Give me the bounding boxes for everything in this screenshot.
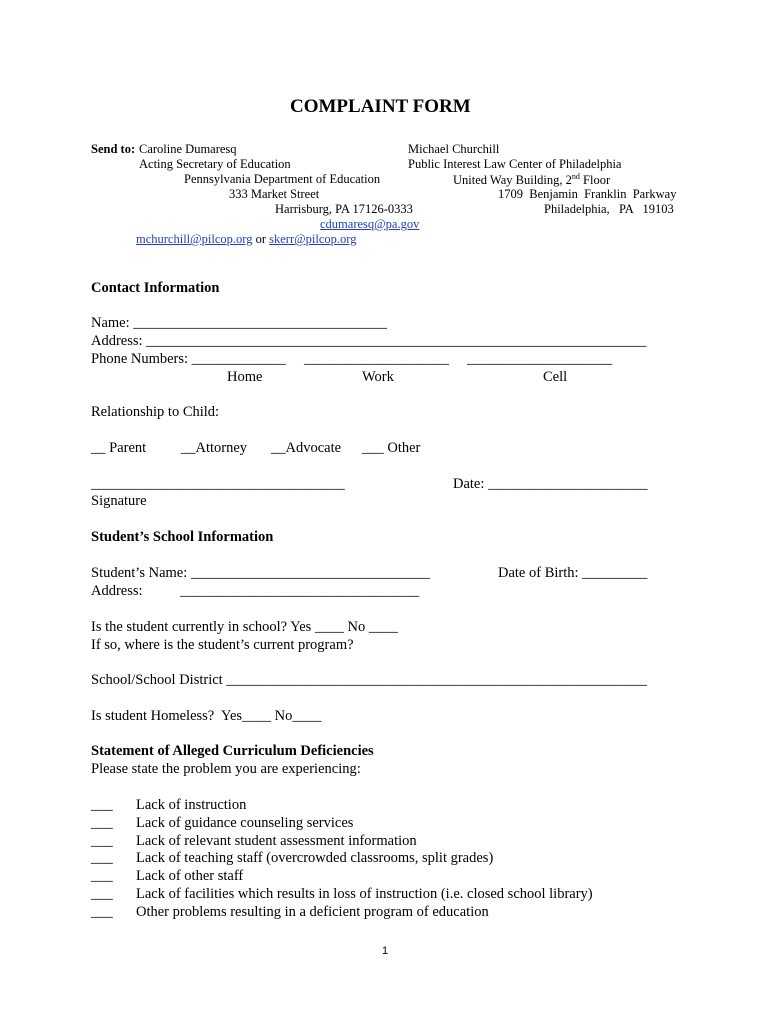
- recipient1-street: 333 Market Street: [229, 187, 320, 201]
- deficiency-blank[interactable]: ___: [91, 850, 113, 866]
- deficiency-blank[interactable]: ___: [91, 797, 113, 813]
- deficiency-blank[interactable]: ___: [91, 886, 113, 902]
- recipient1-org: Pennsylvania Department of Education: [184, 172, 381, 186]
- contact-heading: Contact Information: [91, 280, 220, 296]
- relationship-option-attorney[interactable]: __Attorney: [181, 440, 248, 456]
- deficiency-text: Lack of instruction: [136, 797, 247, 813]
- deficiency-blank[interactable]: ___: [91, 904, 113, 920]
- phone-home-label: Home: [227, 369, 263, 385]
- school-district-field[interactable]: School/School District __________________________________________________________: [91, 672, 647, 688]
- recipient2-building-post: Floor: [579, 173, 611, 188]
- signature-label: Signature: [91, 493, 147, 509]
- recipient1-city: Harrisburg, PA 17126-0333: [275, 202, 413, 216]
- student-address-label: Address:: [91, 583, 143, 599]
- in-school-question[interactable]: Is the student currently in school? Yes ____ No ____: [91, 619, 398, 635]
- email-link-churchill[interactable]: mchurchill@pilcop.org: [136, 232, 253, 246]
- recipient2-building-pre: United Way Building, 2: [453, 173, 572, 188]
- email-line: [136, 233, 356, 246]
- recipient2-city: Philadelphia, PA 19103: [544, 202, 674, 216]
- recipient2-name: Michael Churchill: [408, 142, 500, 156]
- deficiency-text: Lack of facilities which results in loss of instruction (i.e. closed school library): [136, 886, 593, 902]
- send-to-label: Send to:: [91, 142, 136, 156]
- recipient1-role: Acting Secretary of Education: [139, 157, 291, 171]
- statement-heading: Statement of Alleged Curriculum Deficiencies: [91, 743, 374, 759]
- phone-numbers-field[interactable]: Phone Numbers: _____________ ____________________ ____________________: [91, 351, 613, 367]
- name-field[interactable]: Name: ___________________________________: [91, 315, 388, 331]
- deficiency-text: Lack of other staff: [136, 868, 244, 884]
- page-number: 1: [382, 945, 389, 957]
- deficiency-text: Other problems resulting in a deficient program of education: [136, 904, 489, 920]
- signature-field[interactable]: ___________________________________: [91, 476, 345, 492]
- recipient1-email-link[interactable]: cdumaresq@pa.gov: [320, 217, 420, 231]
- deficiency-text: Lack of guidance counseling services: [136, 815, 354, 831]
- recipient2-building: [453, 173, 610, 187]
- relationship-label: Relationship to Child:: [91, 404, 220, 420]
- relationship-option-advocate[interactable]: __Advocate: [271, 440, 342, 456]
- deficiency-blank[interactable]: ___: [91, 868, 113, 884]
- phone-work-label: Work: [362, 369, 394, 385]
- homeless-question[interactable]: Is student Homeless? Yes____ No____: [91, 708, 322, 724]
- deficiency-text: Lack of relevant student assessment information: [136, 833, 417, 849]
- deficiency-blank[interactable]: ___: [91, 815, 113, 831]
- relationship-option-other[interactable]: ___ Other: [362, 440, 421, 456]
- phone-cell-label: Cell: [543, 369, 568, 385]
- statement-prompt: Please state the problem you are experiencing:: [91, 761, 361, 777]
- date-field[interactable]: Date: ______________________: [453, 476, 648, 492]
- relationship-option-parent[interactable]: __ Parent: [91, 440, 147, 456]
- recipient1-name: Caroline Dumaresq: [139, 142, 237, 156]
- school-heading: Student’s School Information: [91, 529, 274, 545]
- email-separator: or: [252, 232, 270, 246]
- page-title: COMPLAINT FORM: [290, 96, 471, 117]
- current-program-question: If so, where is the student’s current program?: [91, 637, 354, 653]
- address-field[interactable]: Address: _____________________________________________________________________: [91, 333, 647, 349]
- recipient2-org: Public Interest Law Center of Philadelphia: [408, 157, 622, 171]
- student-name-field[interactable]: Student’s Name: _________________________________: [91, 565, 431, 581]
- date-of-birth-field[interactable]: Date of Birth: _________: [498, 565, 648, 581]
- recipient2-building-sup: nd: [571, 172, 580, 181]
- email-link-kerr[interactable]: skerr@pilcop.org: [269, 232, 357, 246]
- deficiency-blank[interactable]: ___: [91, 833, 113, 849]
- student-address-field[interactable]: _________________________________: [180, 583, 420, 599]
- deficiency-text: Lack of teaching staff (overcrowded classrooms, split grades): [136, 850, 494, 866]
- recipient2-street: 1709 Benjamin Franklin Parkway: [498, 187, 677, 201]
